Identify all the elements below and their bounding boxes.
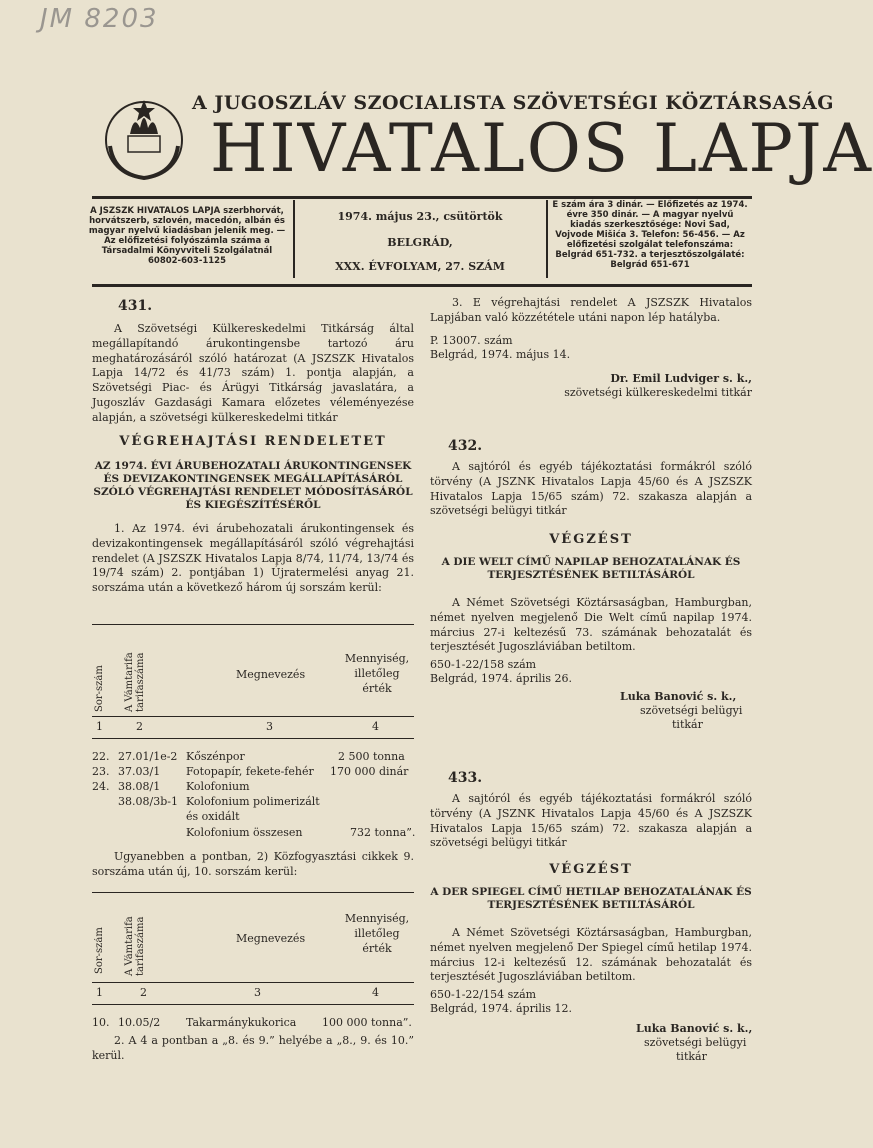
masthead-title: HIVATALOS LAPJA: [210, 110, 873, 187]
t1-r2-qty: 170 000 dinár: [330, 765, 409, 778]
t1-r3-no: 24.: [92, 780, 110, 793]
header-right-block: E szám ára 3 dinár. — Előfizetés az 1974. évre 350 dinár. — A magyar nyelvű kiadás szerkesztősége: Novi Sad, Vojvode Mišića 3. Telefon: 56-456. — Az előfizetési szolgálat telefonszáma: Belgrád 651-732. a terjesztőszolgálaté: Belgrád 651-671: [552, 200, 748, 270]
table2-header-mennyiseg: Mennyiség, illetőleg érték: [344, 912, 410, 955]
t1-r1-qty: 2 500 tonna: [338, 750, 405, 763]
article-433-signer-title-1: szövetségi belügyi: [644, 1036, 747, 1049]
table2-header-vamtarifa: A Vámtarifa tarifaszáma: [124, 916, 146, 976]
table2-header-megnevezes: Megnevezés: [236, 932, 306, 945]
t1-r5-name: és oxidált: [186, 810, 240, 823]
article-433-signer: Luka Banović s. k.,: [636, 1022, 753, 1035]
table2-top-rule: [92, 892, 414, 893]
decree-place-date: Belgrád, 1974. május 14.: [430, 348, 571, 361]
handwritten-archive-note: JM 8203: [40, 4, 159, 34]
t1-r3-name: Kolofonium: [186, 780, 250, 793]
article-431-number: 431.: [118, 298, 153, 314]
table1-colnum-rule: [92, 738, 414, 739]
t1-r3-tariff: 38.08/1: [118, 780, 161, 793]
table1-colnum-4: 4: [372, 720, 379, 733]
decree-signer-title: szövetségi külkereskedelmi titkár: [564, 386, 752, 399]
table1-colnum-3: 3: [266, 720, 273, 733]
article-432-number: 432.: [448, 438, 483, 454]
header-bottom-rule: [92, 284, 752, 287]
decree-subheading: AZ 1974. ÉVI ÁRUBEHOZATALI ÁRUKONTINGENSEK ÉS DEVIZAKONTINGENSEK MEGÁLLAPÍTÁSÁRÓL SZÓLÓ VÉGREHAJTÁSI RENDELET MÓDOSÍTÁSÁRÓL ÉS KIEGÉSZÍTÉSÉRŐL: [93, 460, 413, 511]
article-433-intro: A sajtóról és egyéb tájékoztatási formákról szóló törvény (A JSZNK Hivatalos Lapja 45/60 és A JSZSZK Hivatalos Lapja 15/65 szám) 72. szakasza alapján a szövetségi belügyi titkár: [430, 792, 752, 850]
t1-r2-tariff: 37.03/1: [118, 765, 161, 778]
table1-top-rule: [92, 624, 414, 625]
article-431-intro: A Szövetségi Külkereskedelmi Titkárság által megállapítandó árukontingensbe tartozó áru meghatározásáról szóló határozat (A JSZSZK Hivatalos Lapja 14/72 és 41/73 szám) 1. pontja alapján, a Szövetségi Piac- és Árügyi Titkárság javaslatára, a Jugoszláv Gazdasági Kamara előzetes véleményezése alapján, a szövetségi külkereskedelmi titkár: [92, 322, 414, 424]
state-emblem-icon: [100, 94, 188, 182]
article-432-signer: Luka Banović s. k.,: [620, 690, 737, 703]
article-433-signer-title-2: titkár: [676, 1050, 707, 1063]
article-432-date: Belgrád, 1974. április 26.: [430, 672, 573, 685]
article-432-body: A Német Szövetségi Köztársaságban, Hamburgban, német nyelven megjelenő Die Welt című napilap 1974. március 27-i keltezésű 73. számának behozatalát és terjesztését Jugoszláviában betiltom.: [430, 596, 752, 654]
t2-r1-qty: 100 000 tonna”.: [322, 1016, 412, 1029]
table1-colnum-2: 2: [136, 720, 143, 733]
table2-colnum-4: 4: [372, 986, 379, 999]
decree-reference: P. 13007. szám: [430, 334, 513, 347]
article-433-reference: 650-1-22/154 szám: [430, 988, 537, 1001]
masthead-supertitle: A JUGOSZLÁV SZOCIALISTA SZÖVETSÉGI KÖZTÁRSASÁG: [192, 92, 834, 114]
article-433-subject: A DER SPIEGEL CÍMŰ HETILAP BEHOZATALÁNAK ÉS TERJESZTÉSÉNEK BETILTÁSÁRÓL: [430, 886, 752, 911]
header-top-rule: [92, 196, 752, 199]
header-left-block: A JSZSZK HIVATALOS LAPJA szerbhorvát, horvátszerb, szlovén, macedón, albán és magyar nyelvű kiadásban jelenik meg. — Az előfizetési folyószámla száma a Társadalmi Könyvviteli Szolgálatnál 60802-603-1125: [88, 206, 286, 266]
t2-r1-name: Takarmánykukorica: [186, 1016, 297, 1029]
article-432-intro: A sajtóról és egyéb tájékoztatási formákról szóló törvény (A JSZNK Hivatalos Lapja 45/60 és A JSZSZK Hivatalos Lapja 15/65 szám) 72. szakasza alapján a szövetségi belügyi titkár: [430, 460, 752, 518]
table1-header-vamtarifa: A Vámtarifa tarifaszáma: [124, 652, 146, 712]
table2-colnum-3: 3: [254, 986, 261, 999]
t2-r1-no: 10.: [92, 1016, 110, 1029]
t1-r6-name: Kolofonium összesen: [186, 826, 303, 839]
table1-header-mennyiseg: Mennyiség, illetőleg érték: [344, 652, 410, 695]
header-divider-left: [293, 200, 295, 278]
article-433-vegzes: VÉGZÉST: [549, 862, 633, 877]
issue-volume: XXX. ÉVFOLYAM, 27. SZÁM: [335, 260, 505, 273]
table2-header-rule: [92, 982, 414, 983]
article-433-number: 433.: [448, 770, 483, 786]
table2-colnum-2: 2: [140, 986, 147, 999]
table2-header-sorszam: Sor-szám: [94, 927, 105, 974]
article-432-signer-title-2: titkár: [672, 718, 703, 731]
t1-r4-name: Kolofonium polimerizált: [186, 795, 320, 808]
header-divider-right: [546, 200, 548, 278]
table2-colnum-rule: [92, 1004, 414, 1005]
table2-colnum-1: 1: [96, 986, 103, 999]
table1-header-rule: [92, 716, 414, 717]
article-432-subject: A DIE WELT CÍMŰ NAPILAP BEHOZATALÁNAK ÉS TERJESZTÉSÉNEK BETILTÁSÁRÓL: [441, 556, 741, 581]
decree-paragraph-1: 1. Az 1974. évi árubehozatali árukontingensek és devizakontingensek megállapításáról szóló végrehajtási rendelet (A JSZSZK Hivatalos Lapja 8/74, 11/74, 13/74 és 19/74 szám) 2. pontjában 1) Újratermelési anyag 21. sorszáma után a következő három új sorszám kerül:: [92, 522, 414, 595]
t1-r4-tariff: 38.08/3b-1: [118, 795, 178, 808]
issue-date: 1974. május 23., csütörtök: [337, 210, 503, 223]
article-432-signer-title-1: szövetségi belügyi: [640, 704, 743, 717]
decree-paragraph-3: 2. A 4 a pontban a „8. és 9.” helyébe a „8., 9. és 10.” kerül.: [92, 1034, 414, 1062]
article-433-body: A Német Szövetségi Köztársaságban, Hamburgban, német nyelven megjelenő Der Spiegel című hetilap 1974. március 12-i keltezésű 12. számának behozatalát és terjesztését Jugoszláviában betiltom.: [430, 926, 752, 984]
table1-colnum-1: 1: [96, 720, 103, 733]
decree-paragraph-2: Ugyanebben a pontban, 2) Közfogyasztási cikkek 9. sorszáma után új, 10. sorszám kerül:: [92, 850, 414, 878]
t2-r1-tariff: 10.05/2: [118, 1016, 161, 1029]
t1-r2-no: 23.: [92, 765, 110, 778]
table1-header-megnevezes: Megnevezés: [236, 668, 306, 681]
t1-r1-name: Kőszénpor: [186, 750, 245, 763]
decree-effective-clause: 3. E végrehajtási rendelet A JSZSZK Hivatalos Lapjában való közzététele utáni napon lép hatályba.: [430, 296, 752, 324]
table1-header-sorszam: Sor-szám: [94, 665, 105, 712]
issue-city: BELGRÁD,: [387, 236, 453, 249]
t1-r6-qty: 732 tonna”.: [350, 826, 416, 839]
t1-r1-no: 22.: [92, 750, 110, 763]
article-432-vegzes: VÉGZÉST: [549, 532, 633, 547]
decree-signer: Dr. Emil Ludviger s. k.,: [610, 372, 752, 385]
article-433-date: Belgrád, 1974. április 12.: [430, 1002, 573, 1015]
decree-heading: VÉGREHAJTÁSI RENDELETET: [119, 434, 387, 449]
t1-r1-tariff: 27.01/1e-2: [118, 750, 178, 763]
article-432-reference: 650-1-22/158 szám: [430, 658, 537, 671]
t1-r2-name: Fotopapír, fekete-fehér: [186, 765, 314, 778]
